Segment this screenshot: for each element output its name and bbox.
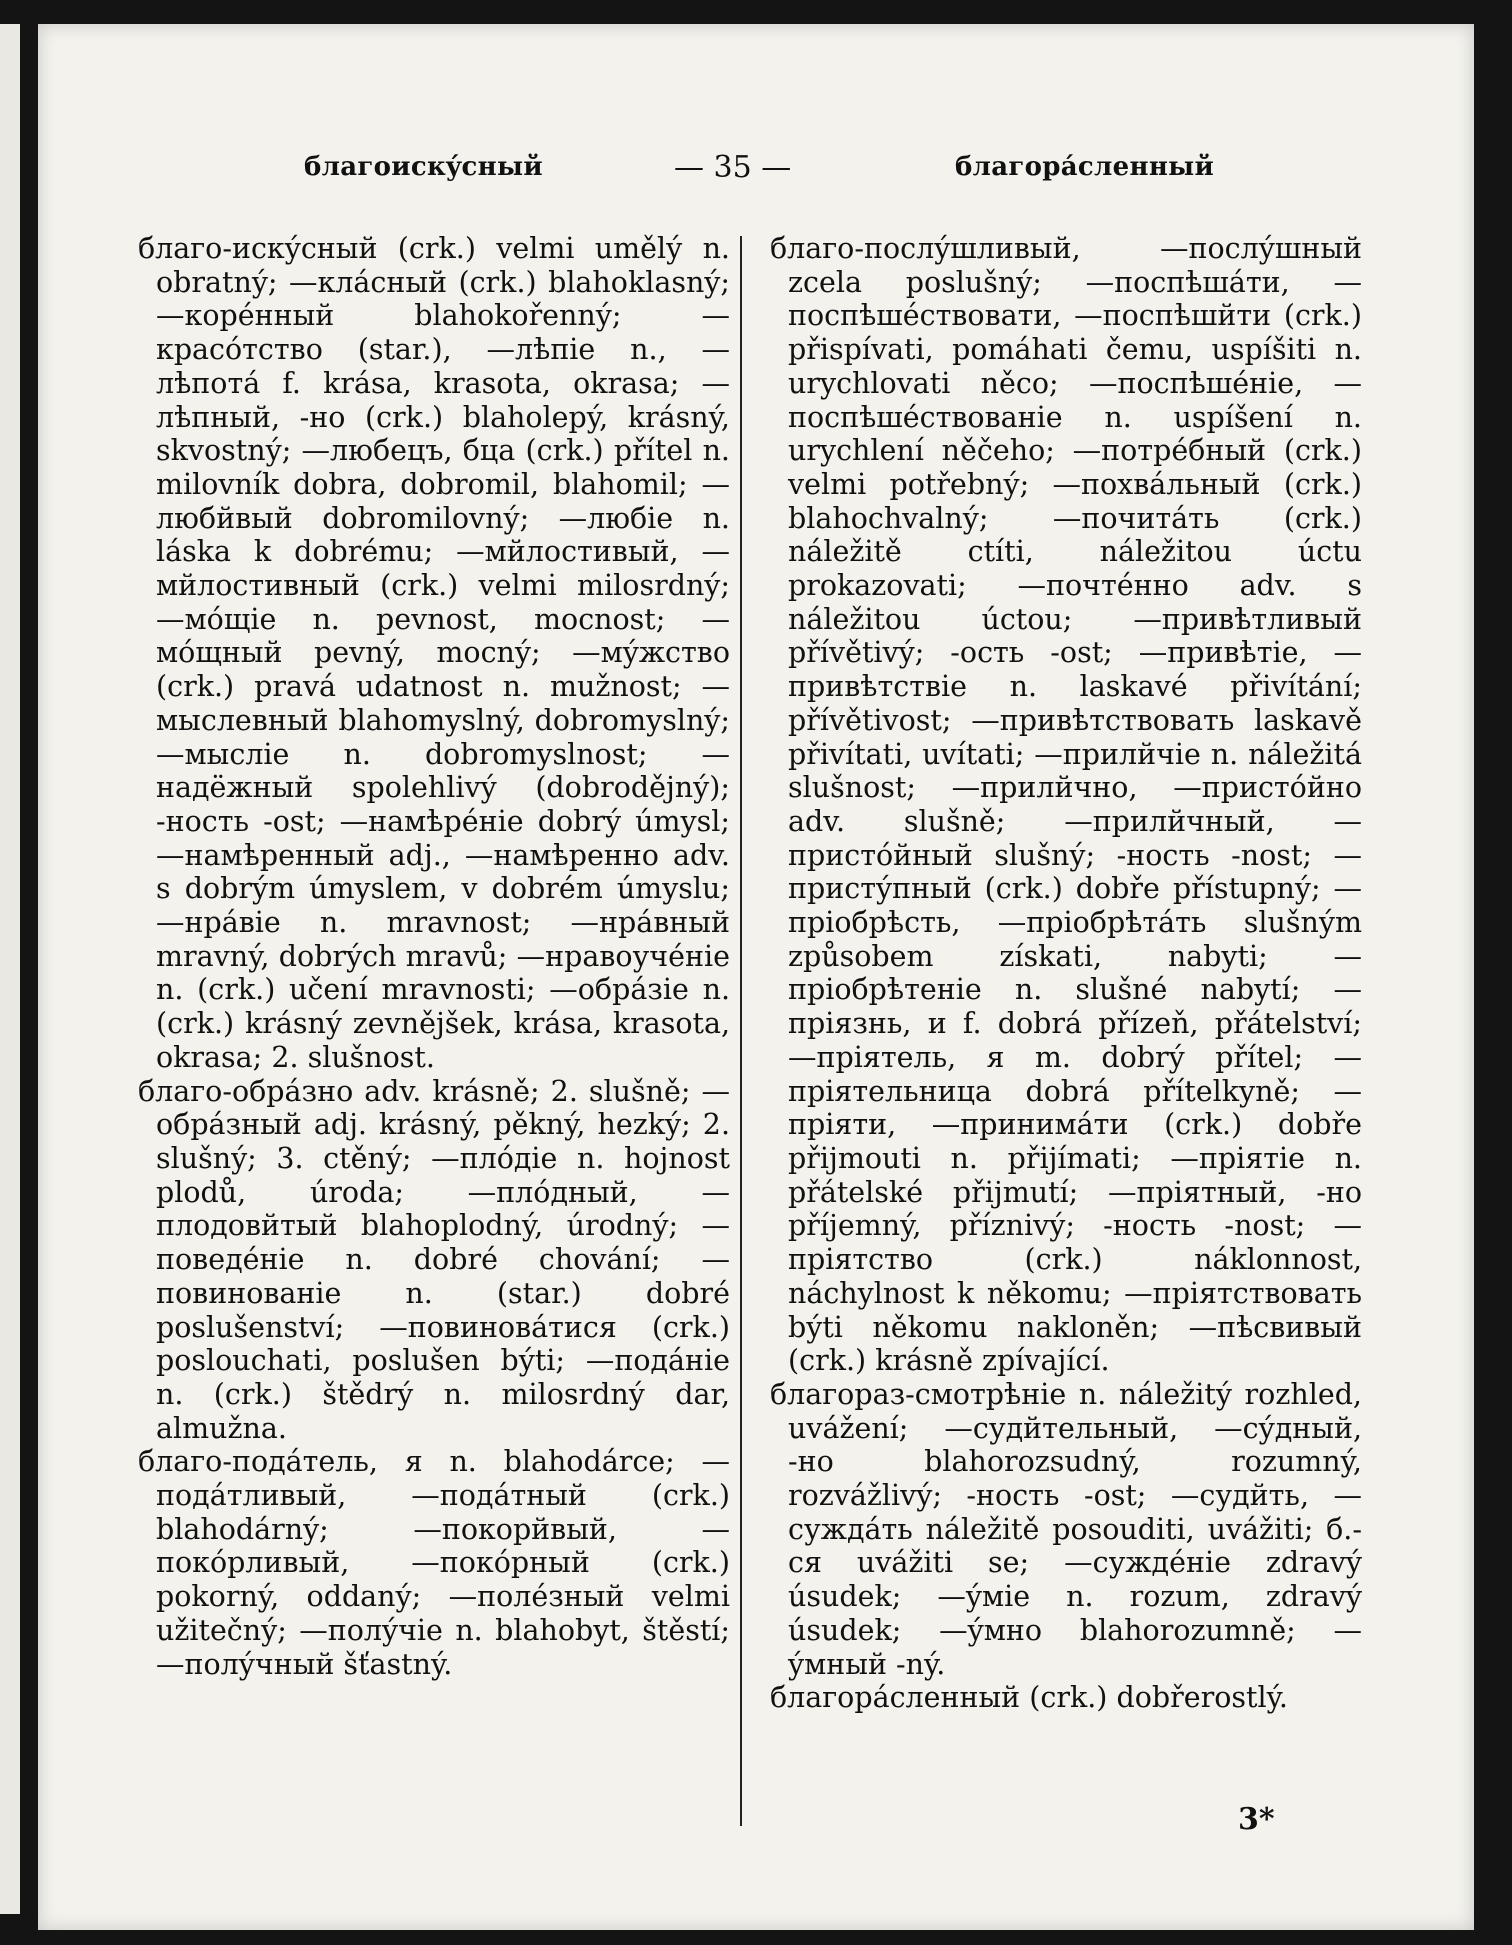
dictionary-entry: благо-послýшливый, —послýшный zcela poslušný; —поспѣшáти, —поспѣшéствовати, —поспѣшйти (crk.) přispívati, pomáhati čemu, uspíšiti n. urychlovati něco; —поспѣшéніе, —поспѣшéствованіе n. uspíšení n. urychlení něčeho; —потрéбный (crk.) velmi potřebný; —похвáльный (crk.) blahochvalný; —почитáть (crk.) náležitě ctíti, náležitou úctu prokazovati; —почтéнно adv. s náležitou úctou; —привѣтливый přívětivý; -ость -ost; —привѣтіе, —привѣтствіе n. laskavé přivítání; přívětivost; —привѣтствовать laskavě přivítati, uvítati; —прилйчіе n. náležitá slušnost; —прилйчно, —пристóйно adv. slušně; —прилйчный, —пристóйный slušný; -ность -nost; —пристýпный (crk.) dobře přístupný; —пріобрѣсть, —пріобрѣтáть slušným způsobem získati, nabyti; —пріобрѣтеніе n. slušné nabytí; —пріязнь, и f. dobrá přízeň, přátelství; —пріятель, я m. dobrý přítel; —пріятельница dobrá přítelkyně; —пріяти, —принимáти (crk.) dobře přijmouti n. přijímati; —пріятіе n. přátelské přijmutí; —пріятный, -но příjemný, příznivý; -ность -nost; —пріятство (crk.) náklonnost, náchylnost k někomu; —пріятствовать býti někomu nakloněn; —пѣсвивый (crk.) krásně zpívající.	[770, 232, 1362, 1378]
page-number: — 35 —	[674, 150, 792, 185]
column-divider	[740, 236, 742, 1826]
left-column	[138, 232, 730, 1681]
guide-word-left: благоискýсный	[304, 152, 543, 182]
dictionary-entry: благо-обрáзно adv. krásně; 2. slušně; —обрáзный adj. krásný, pěkný, hezký; 2. slušný; 3. ctěný; —плóдіе n. hojnost plodů, úroda; —плóдный, —плодовйтый blahoplodný, úrodný; —поведéніе n. dobré chování; —повинованіе n. (star.) dobré poslušenství; —повиновáтися (crk.) poslouchati, poslušen býti; —подáніе n. (crk.) štědrý n. milosrdný dar, almužna.	[138, 1074, 730, 1445]
signature-mark: 3*	[1238, 1802, 1275, 1837]
dictionary-entry: благорáсленный (crk.) dobřerostlý.	[770, 1681, 1288, 1715]
page-header	[38, 152, 1474, 192]
dictionary-entry: благораз-смотрѣніе n. náležitý rozhled, uvážení; —судйтельный, —сýдный, -но blahorozsudný, rozumný, rozvážlivý; -ность -ost; —судйть, —суждáть náležitě posouditi, uvážiti; б.-ся uvážiti se; —суждéніе zdravý úsudek; —ýміе n. rozum, zdravý úsudek; —ýмно blahorozumně; —ýмный -ný.	[770, 1377, 1362, 1681]
guide-word-right: благорáсленный	[955, 152, 1215, 182]
dictionary-page	[38, 24, 1474, 1930]
dictionary-entry: благо-искýсный (crk.) velmi umělý n. obratný; —клáсный (crk.) blahoklasný; —корéнный blahokořenný; —красóтство (star.), —лѣпіе n., —лѣпотá f. krása, krasota, okrasa; —лѣпный, -но (crk.) blaholepý, krásný, skvostný; —любецъ, бца (crk.) přítel n. milovník dobra, dobromil, blahomil; —любйвый dobromilovný; —любіе n. láska k dobrému; —мйлостивый, —мйлостивный (crk.) velmi milosrdný; —мóщіе n. pevnost, mocnost; —мóщный pevný, mocný; —мýжство (crk.) pravá udatnost n. mužnost; —мыслевный blahomyslný, dobromyslný; —мыслie n. dobromyslnost; —надёжный spolehlivý (dobrodějný); -ность -ost; —намѣрéніе dobrý úmysl; —намѣренный adj., —намѣренно adv. s dobrým úmyslem, v dobrém úmyslu; —нрáвіе n. mravnost; —нрáвный mravný, dobrých mravů; —нравоучéніе n. (crk.) učení mravnosti; —обрáзіе n. (crk.) krásný zevnějšek, krása, krasota, okrasa; 2. slušnost.	[138, 232, 730, 1074]
previous-page-edge	[0, 24, 20, 1914]
dictionary-entry: благо-подáтель, я n. blahodárce; —подáтливый, —подáтный (crk.) blahodárný; —покорйвый, —покóрливый, —покóрный (crk.) pokorný, oddaný; —полéзный velmi užitečný; —полýчіе n. blahobyt, štěstí; —полýчный šťastný.	[138, 1445, 730, 1681]
right-column	[770, 232, 1362, 1715]
